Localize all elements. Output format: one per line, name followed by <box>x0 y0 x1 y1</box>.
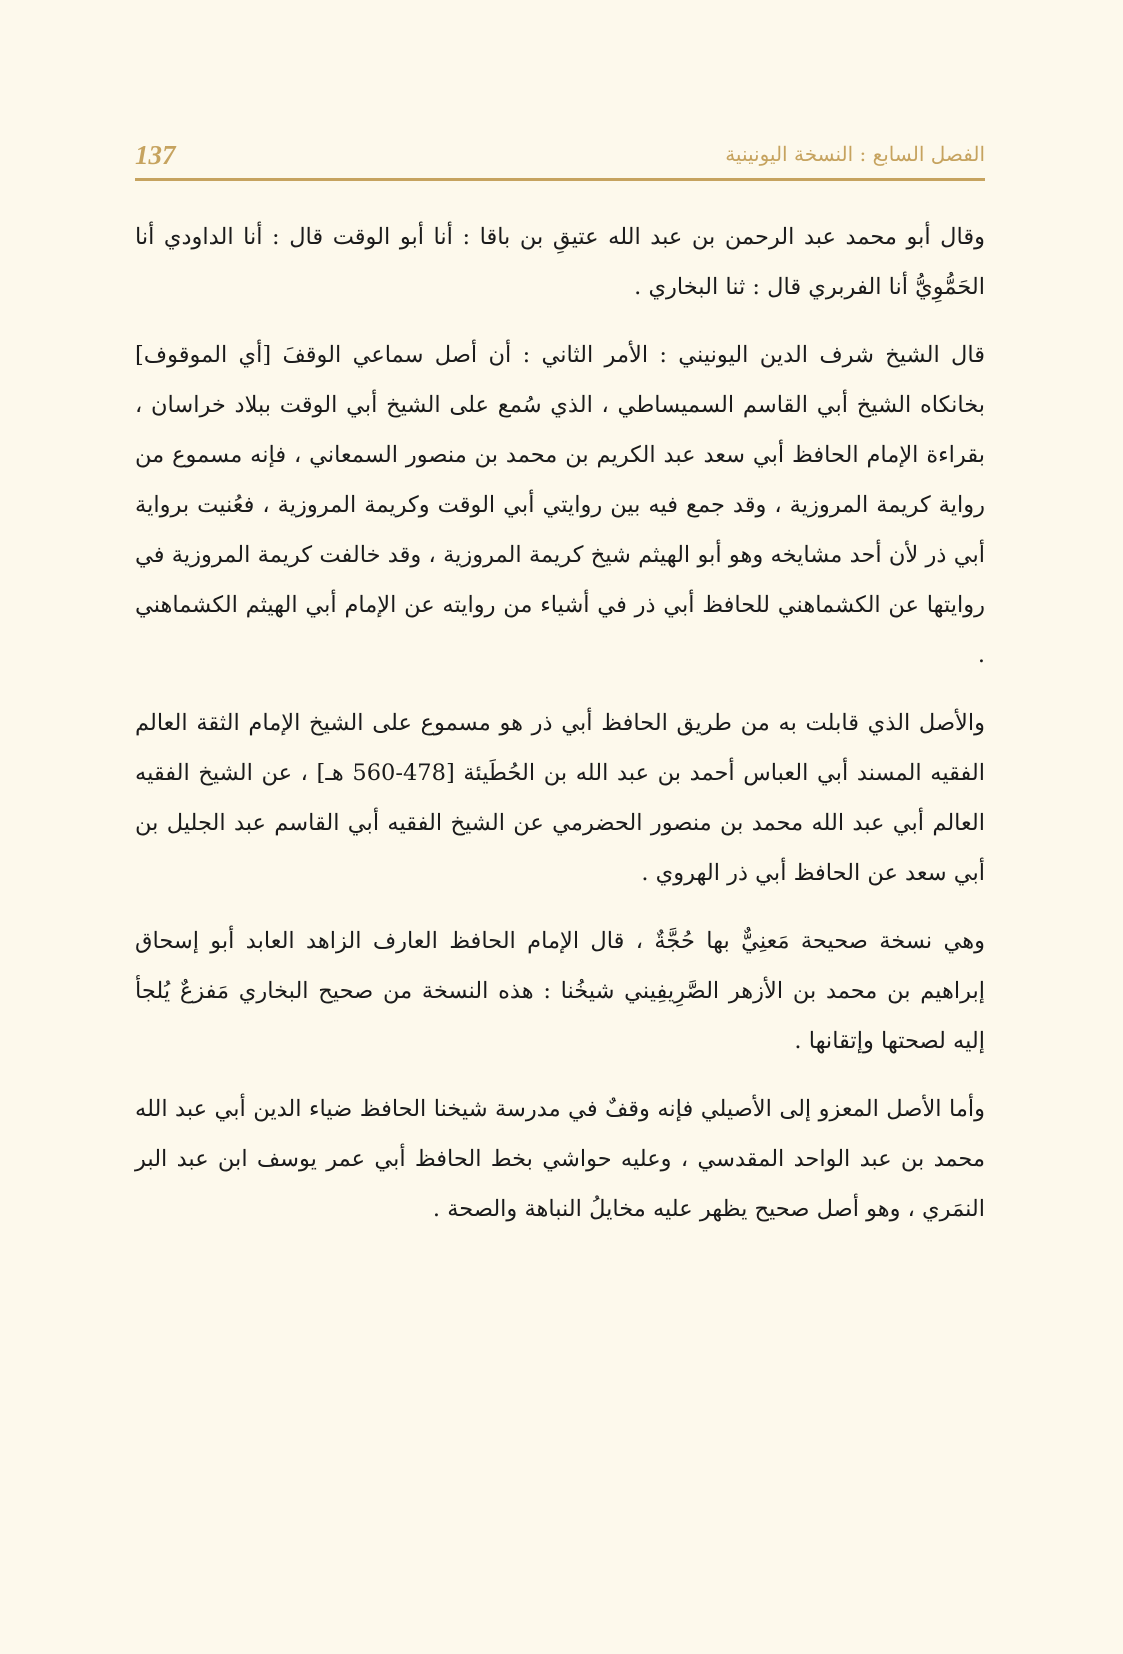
paragraph-4: وهي نسخة صحيحة مَعنِيٌّ بها حُجَّةٌ ، قال الإمام الحافظ العارف الزاهد العابد أبو إسحاق إبراهيم بن محمد بن الأزهر الصَّرِيفِيني شيخُنا : هذه النسخة من صحيح البخاري مَفزعٌ يُلجأ إليه لصحتها وإتقانها . <box>135 928 985 1054</box>
chapter-title: الفصل السابع : النسخة اليونينية <box>725 142 985 166</box>
page-body <box>135 212 985 1252</box>
paragraph-3: والأصل الذي قابلت به من طريق الحافظ أبي ذر هو مسموع على الشيخ الإمام الثقة العالم الفقيه المسند أبي العباس أحمد بن عبد الله بن الحُطَيئة [478-560 هـ] ، عن الشيخ الفقيه العالم أبي عبد الله محمد بن منصور الحضرمي عن الشيخ الفقيه أبي القاسم عبد الجليل بن أبي سعد عن الحافظ أبي ذر الهروي . <box>135 710 985 886</box>
page-number: 137 <box>135 140 176 170</box>
paragraph-5: وأما الأصل المعزو إلى الأصيلي فإنه وقفٌ في مدرسة شيخنا الحافظ ضياء الدين أبي عبد الله محمد بن عبد الواحد المقدسي ، وعليه حواشي بخط الحافظ أبي عمر يوسف ابن عبد البر النمَري ، وهو أصل صحيح يظهر عليه مخايلُ النباهة والصحة . <box>135 1096 985 1222</box>
running-header <box>135 138 985 178</box>
paragraph-2: قال الشيخ شرف الدين اليونيني : الأمر الثاني : أن أصل سماعي الوقفَ [أي الموقوف] بخانكاه الشيخ أبي القاسم السميساطي ، الذي سُمع على الشيخ أبي الوقت ببلاد خراسان ، بقراءة الإمام الحافظ أبي سعد عبد الكريم بن محمد بن منصور السمعاني ، فإنه مسموع من رواية كريمة المروزية ، وقد جمع فيه بين روايتي أبي الوقت وكريمة المروزية ، فعُنيت برواية أبي ذر لأن أحد مشايخه وهو أبو الهيثم شيخ كريمة المروزية ، وقد خالفت كريمة المروزية في روايتها عن الكشماهني للحافظ أبي ذر في أشياء من روايته عن الإمام أبي الهيثم الكشماهني . <box>135 342 985 668</box>
paragraph-1: وقال أبو محمد عبد الرحمن بن عبد الله عتيقِ بن باقا : أنا أبو الوقت قال : أنا الداودي أنا الحَمُّوِيُّ أنا الفربري قال : ثنا البخاري . <box>135 224 985 300</box>
header-divider <box>135 178 985 181</box>
